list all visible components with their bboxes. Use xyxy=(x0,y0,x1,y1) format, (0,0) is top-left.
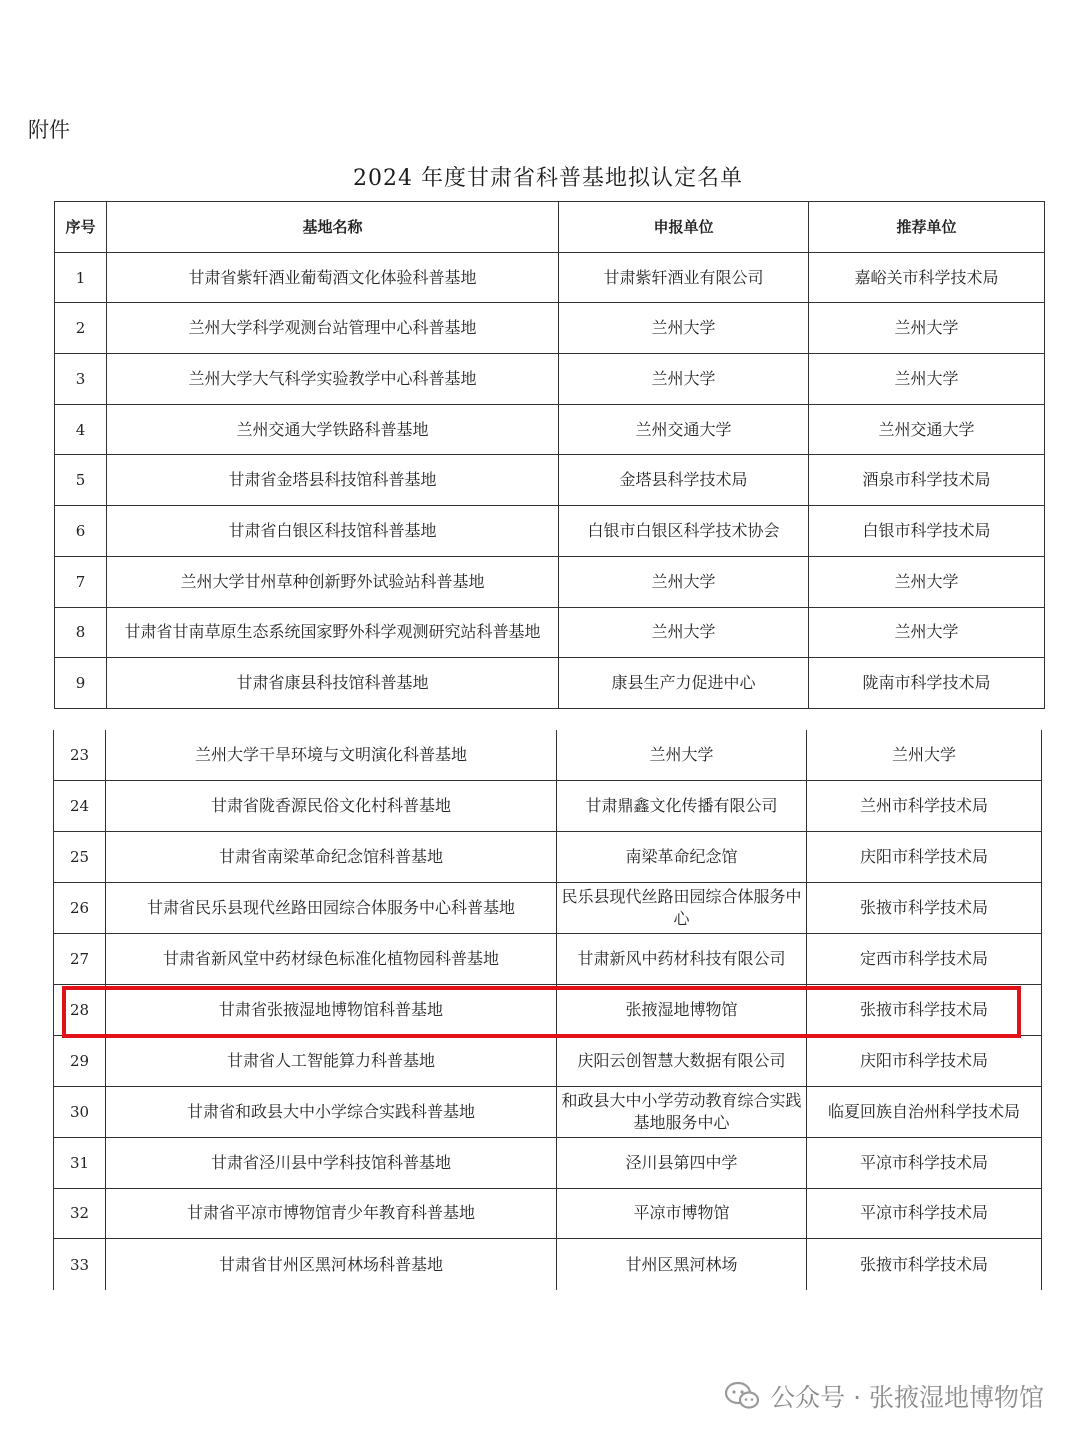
header-applicant: 申报单位 xyxy=(559,202,809,253)
cell-recommender: 平凉市科学技术局 xyxy=(807,1137,1042,1188)
cell-index: 5 xyxy=(55,455,107,506)
cell-index: 27 xyxy=(54,934,106,985)
cell-recommender: 兰州大学 xyxy=(809,303,1045,354)
cell-base-name: 甘肃省和政县大中小学综合实践科普基地 xyxy=(106,1086,557,1137)
cell-index: 8 xyxy=(55,607,107,658)
cell-base-name: 甘肃省白银区科技馆科普基地 xyxy=(107,506,559,557)
cell-recommender: 庆阳市科学技术局 xyxy=(807,832,1042,883)
cell-recommender: 兰州大学 xyxy=(807,730,1042,781)
cell-recommender: 张掖市科学技术局 xyxy=(807,883,1042,934)
cell-applicant: 庆阳云创智慧大数据有限公司 xyxy=(557,1035,807,1086)
cell-recommender: 庆阳市科学技术局 xyxy=(807,1035,1042,1086)
cell-index: 25 xyxy=(54,832,106,883)
cell-base-name: 甘肃省陇香源民俗文化村科普基地 xyxy=(106,781,557,832)
cell-index: 29 xyxy=(54,1035,106,1086)
cell-base-name: 甘肃省甘州区黑河林场科普基地 xyxy=(106,1239,557,1290)
cell-applicant: 张掖湿地博物馆 xyxy=(557,984,807,1035)
table-row xyxy=(55,506,1045,557)
cell-recommender: 临夏回族自治州科学技术局 xyxy=(807,1086,1042,1137)
cell-recommender: 张掖市科学技术局 xyxy=(807,1239,1042,1290)
table-row xyxy=(55,607,1045,658)
table-row xyxy=(54,934,1042,985)
cell-recommender: 嘉峪关市科学技术局 xyxy=(809,252,1045,303)
cell-applicant: 甘肃紫轩酒业有限公司 xyxy=(559,252,809,303)
cell-applicant: 南梁革命纪念馆 xyxy=(557,832,807,883)
header-index: 序号 xyxy=(55,202,107,253)
table-row xyxy=(55,303,1045,354)
header-base-name: 基地名称 xyxy=(107,202,559,253)
cell-index: 32 xyxy=(54,1188,106,1239)
cell-index: 24 xyxy=(54,781,106,832)
document-title: 2024 年度甘肃省科普基地拟认定名单 xyxy=(353,166,743,191)
cell-recommender: 张掖市科学技术局 xyxy=(807,984,1042,1035)
cell-index: 4 xyxy=(55,404,107,455)
table-row xyxy=(54,781,1042,832)
table-row xyxy=(55,354,1045,405)
cell-base-name: 兰州交通大学铁路科普基地 xyxy=(107,404,559,455)
table-row xyxy=(54,1137,1042,1188)
cell-index: 23 xyxy=(54,730,106,781)
table-row xyxy=(55,556,1045,607)
cell-base-name: 甘肃省新风堂中药材绿色标准化植物园科普基地 xyxy=(106,934,557,985)
cell-base-name: 兰州大学大气科学实验教学中心科普基地 xyxy=(107,354,559,405)
table-row xyxy=(54,1035,1042,1086)
cell-base-name: 甘肃省张掖湿地博物馆科普基地 xyxy=(106,984,557,1035)
table-row xyxy=(55,404,1045,455)
cell-applicant: 金塔县科学技术局 xyxy=(559,455,809,506)
table-row xyxy=(54,832,1042,883)
cell-applicant: 平凉市博物馆 xyxy=(557,1188,807,1239)
cell-index: 31 xyxy=(54,1137,106,1188)
cell-applicant: 康县生产力促进中心 xyxy=(559,658,809,709)
cell-applicant: 和政县大中小学劳动教育综合实践基地服务中心 xyxy=(557,1086,807,1137)
cell-applicant: 兰州大学 xyxy=(559,607,809,658)
header-recommender: 推荐单位 xyxy=(809,202,1045,253)
table-row xyxy=(54,883,1042,934)
cell-recommender: 酒泉市科学技术局 xyxy=(809,455,1045,506)
cell-base-name: 甘肃省平凉市博物馆青少年教育科普基地 xyxy=(106,1188,557,1239)
cell-base-name: 兰州大学科学观测台站管理中心科普基地 xyxy=(107,303,559,354)
cell-index: 30 xyxy=(54,1086,106,1137)
cell-index: 2 xyxy=(55,303,107,354)
table-row xyxy=(54,1086,1042,1137)
cell-index: 33 xyxy=(54,1239,106,1290)
cell-recommender: 定西市科学技术局 xyxy=(807,934,1042,985)
cell-applicant: 甘肃新风中药材科技有限公司 xyxy=(557,934,807,985)
cell-index: 9 xyxy=(55,658,107,709)
base-list-table-part2 xyxy=(53,730,1042,1290)
attachment-label: 附件 xyxy=(28,118,70,142)
cell-applicant: 泾川县第四中学 xyxy=(557,1137,807,1188)
cell-index: 26 xyxy=(54,883,106,934)
cell-applicant: 兰州大学 xyxy=(559,556,809,607)
cell-applicant: 兰州大学 xyxy=(559,354,809,405)
table-row xyxy=(54,984,1042,1035)
cell-base-name: 甘肃省民乐县现代丝路田园综合体服务中心科普基地 xyxy=(106,883,557,934)
cell-base-name: 甘肃省紫轩酒业葡萄酒文化体验科普基地 xyxy=(107,252,559,303)
cell-applicant: 民乐县现代丝路田园综合体服务中心 xyxy=(557,883,807,934)
table-row xyxy=(55,252,1045,303)
cell-recommender: 白银市科学技术局 xyxy=(809,506,1045,557)
cell-base-name: 甘肃省南梁革命纪念馆科普基地 xyxy=(106,832,557,883)
wechat-icon xyxy=(724,1381,760,1411)
cell-recommender: 陇南市科学技术局 xyxy=(809,658,1045,709)
cell-index: 7 xyxy=(55,556,107,607)
watermark xyxy=(724,1376,1044,1416)
table-row xyxy=(54,1188,1042,1239)
cell-base-name: 甘肃省甘南草原生态系统国家野外科学观测研究站科普基地 xyxy=(107,607,559,658)
cell-recommender: 兰州大学 xyxy=(809,354,1045,405)
cell-recommender: 兰州市科学技术局 xyxy=(807,781,1042,832)
cell-applicant: 兰州大学 xyxy=(557,730,807,781)
cell-applicant: 白银市白银区科学技术协会 xyxy=(559,506,809,557)
table-row xyxy=(55,455,1045,506)
cell-applicant: 兰州大学 xyxy=(559,303,809,354)
cell-index: 3 xyxy=(55,354,107,405)
cell-applicant: 甘肃鼎鑫文化传播有限公司 xyxy=(557,781,807,832)
cell-recommender: 平凉市科学技术局 xyxy=(807,1188,1042,1239)
cell-recommender: 兰州交通大学 xyxy=(809,404,1045,455)
cell-base-name: 兰州大学甘州草种创新野外试验站科普基地 xyxy=(107,556,559,607)
cell-index: 1 xyxy=(55,252,107,303)
table-row xyxy=(55,658,1045,709)
cell-index: 28 xyxy=(54,984,106,1035)
cell-index: 6 xyxy=(55,506,107,557)
base-list-table-part1 xyxy=(54,201,1045,709)
table-row xyxy=(54,730,1042,781)
cell-base-name: 兰州大学干旱环境与文明演化科普基地 xyxy=(106,730,557,781)
cell-applicant: 甘州区黑河林场 xyxy=(557,1239,807,1290)
table-header-row xyxy=(55,202,1045,253)
cell-recommender: 兰州大学 xyxy=(809,556,1045,607)
watermark-text: 公众号 · 张掖湿地博物馆 xyxy=(770,1383,1044,1412)
cell-base-name: 甘肃省康县科技馆科普基地 xyxy=(107,658,559,709)
cell-base-name: 甘肃省泾川县中学科技馆科普基地 xyxy=(106,1137,557,1188)
table-row xyxy=(54,1239,1042,1290)
cell-base-name: 甘肃省人工智能算力科普基地 xyxy=(106,1035,557,1086)
cell-recommender: 兰州大学 xyxy=(809,607,1045,658)
cell-applicant: 兰州交通大学 xyxy=(559,404,809,455)
cell-base-name: 甘肃省金塔县科技馆科普基地 xyxy=(107,455,559,506)
